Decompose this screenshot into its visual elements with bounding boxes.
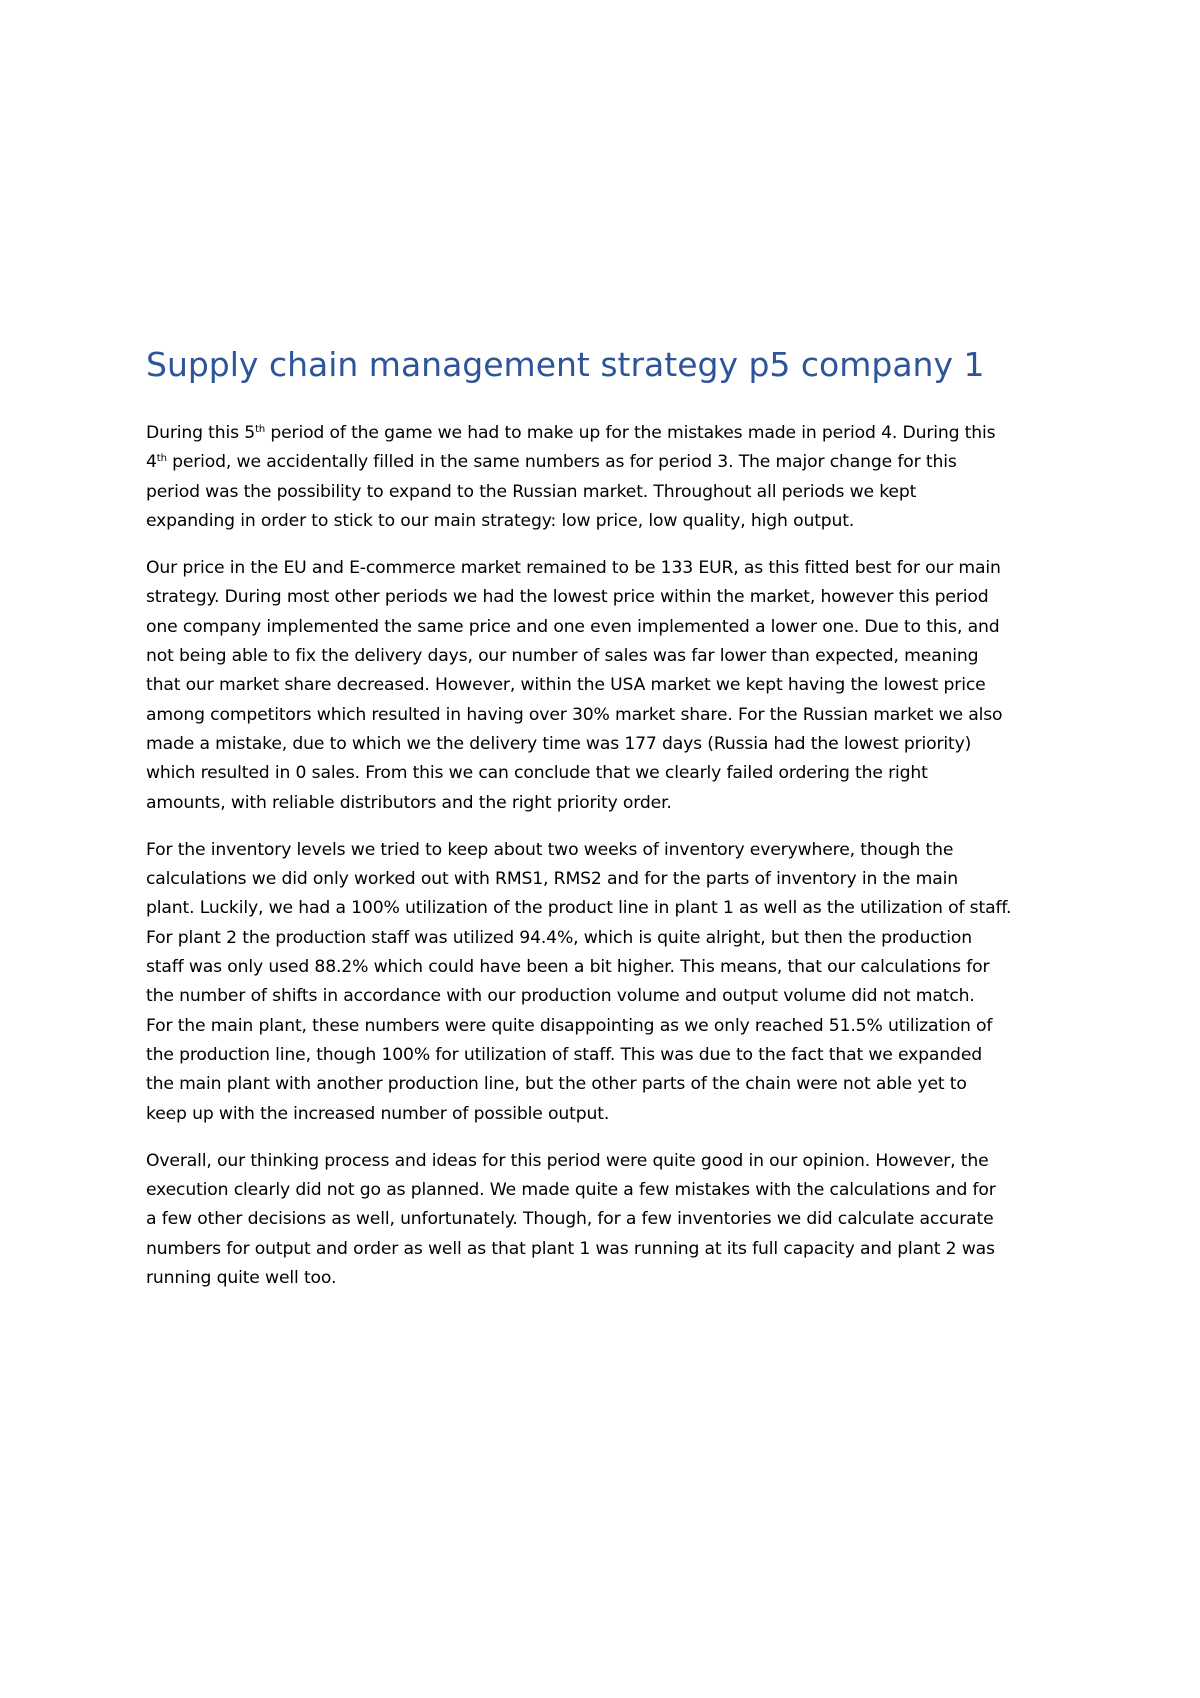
text-run: keep up with the increased number of possible output. bbox=[146, 1103, 610, 1124]
ordinal-superscript: th bbox=[156, 453, 167, 465]
text-run: amounts, with reliable distributors and the right priority order. bbox=[146, 792, 672, 813]
text-run: During this 5 bbox=[146, 423, 256, 443]
text-run: Overall, our thinking process and ideas for this period were quite good in our opinion. However, the bbox=[146, 1150, 989, 1171]
body-paragraph bbox=[146, 1147, 1076, 1293]
text-line bbox=[146, 448, 1076, 477]
text-line bbox=[146, 924, 1076, 953]
text-run: For the main plant, these numbers were quite disappointing as we only reached 51.5% utilization of bbox=[146, 1015, 993, 1036]
text-run: a few other decisions as well, unfortunately. Though, for a few inventories we did calculate accurate bbox=[146, 1209, 994, 1230]
text-line bbox=[146, 836, 1076, 865]
text-run: the number of shifts in accordance with our production volume and output volume did not match. bbox=[146, 986, 975, 1007]
text-line bbox=[146, 701, 1076, 730]
text-run: 4 bbox=[146, 452, 157, 473]
text-run: For the inventory levels we tried to keep about two weeks of inventory everywhere, though the bbox=[146, 839, 954, 860]
text-run: calculations we did only worked out with RMS1, RMS2 and for the parts of inventory in the main bbox=[146, 869, 958, 890]
text-line bbox=[146, 1264, 1076, 1293]
text-line bbox=[146, 730, 1076, 759]
text-line bbox=[146, 865, 1076, 894]
body-paragraph bbox=[146, 554, 1076, 818]
ordinal-superscript: th bbox=[255, 424, 266, 435]
text-run: the main plant with another production line, but the other parts of the chain were not able yet to bbox=[146, 1074, 967, 1095]
text-line bbox=[146, 1147, 1076, 1176]
text-line bbox=[146, 507, 1076, 536]
text-line bbox=[146, 1235, 1076, 1264]
text-line bbox=[146, 671, 1076, 700]
text-line bbox=[146, 419, 1076, 448]
text-run: period was the possibility to expand to the Russian market. Throughout all periods we kept bbox=[146, 481, 917, 502]
text-line bbox=[146, 554, 1076, 583]
text-run: plant. Luckily, we had a 100% utilization of the product line in plant 1 as well as the utilization of staff. bbox=[146, 898, 1012, 919]
text-run: numbers for output and order as well as that plant 1 was running at its full capacity and plant 2 was bbox=[146, 1238, 995, 1259]
text-line bbox=[146, 953, 1076, 982]
text-line bbox=[146, 789, 1076, 818]
text-line bbox=[146, 478, 1076, 507]
text-run: strategy. During most other periods we had the lowest price within the market, however this period bbox=[146, 587, 989, 608]
text-line bbox=[146, 982, 1076, 1011]
text-line bbox=[146, 1012, 1076, 1041]
text-run: which resulted in 0 sales. From this we can conclude that we clearly failed ordering the right bbox=[146, 763, 928, 784]
text-run: one company implemented the same price and one even implemented a lower one. Due to this, and bbox=[146, 616, 1000, 637]
text-run: staff was only used 88.2% which could have been a bit higher. This means, that our calculations for bbox=[146, 957, 990, 978]
text-run: execution clearly did not go as planned. We made quite a few mistakes with the calculations and for bbox=[146, 1180, 996, 1201]
text-line bbox=[146, 1100, 1076, 1129]
text-run: expanding in order to stick to our main strategy: low price, low quality, high output. bbox=[146, 510, 855, 531]
text-run: Our price in the EU and E-commerce market remained to be 133 EUR, as this fitted best for our main bbox=[146, 558, 1001, 579]
text-line bbox=[146, 642, 1076, 671]
text-run: For plant 2 the production staff was utilized 94.4%, which is quite alright, but then the production bbox=[146, 927, 972, 948]
text-run: that our market share decreased. However, within the USA market we kept having the lowest price bbox=[146, 675, 986, 696]
text-run: period of the game we had to make up for the mistakes made in period 4. During this bbox=[265, 423, 996, 443]
body-paragraph bbox=[146, 419, 1076, 536]
text-line bbox=[146, 894, 1076, 923]
page-title: Supply chain management strategy p5 company 1 bbox=[146, 345, 985, 384]
text-run: not being able to fix the delivery days, our number of sales was far lower than expected, meaning bbox=[146, 646, 979, 667]
text-run: among competitors which resulted in having over 30% market share. For the Russian market we also bbox=[146, 704, 1003, 725]
paragraph-container bbox=[146, 419, 1076, 1293]
document-body bbox=[146, 345, 1076, 1311]
text-line bbox=[146, 1070, 1076, 1099]
text-run: the production line, though 100% for utilization of staff. This was due to the fact that we expanded bbox=[146, 1044, 982, 1065]
text-line bbox=[146, 759, 1076, 788]
text-line bbox=[146, 613, 1076, 642]
text-run: running quite well too. bbox=[146, 1268, 337, 1289]
text-run: period, we accidentally filled in the same numbers as for period 3. The major change for this bbox=[166, 452, 957, 473]
body-paragraph bbox=[146, 836, 1076, 1129]
text-line bbox=[146, 1205, 1076, 1234]
text-line bbox=[146, 1176, 1076, 1205]
text-line bbox=[146, 1041, 1076, 1070]
text-run: made a mistake, due to which we the delivery time was 177 days (Russia had the lowest priority) bbox=[146, 733, 972, 754]
text-line bbox=[146, 583, 1076, 612]
